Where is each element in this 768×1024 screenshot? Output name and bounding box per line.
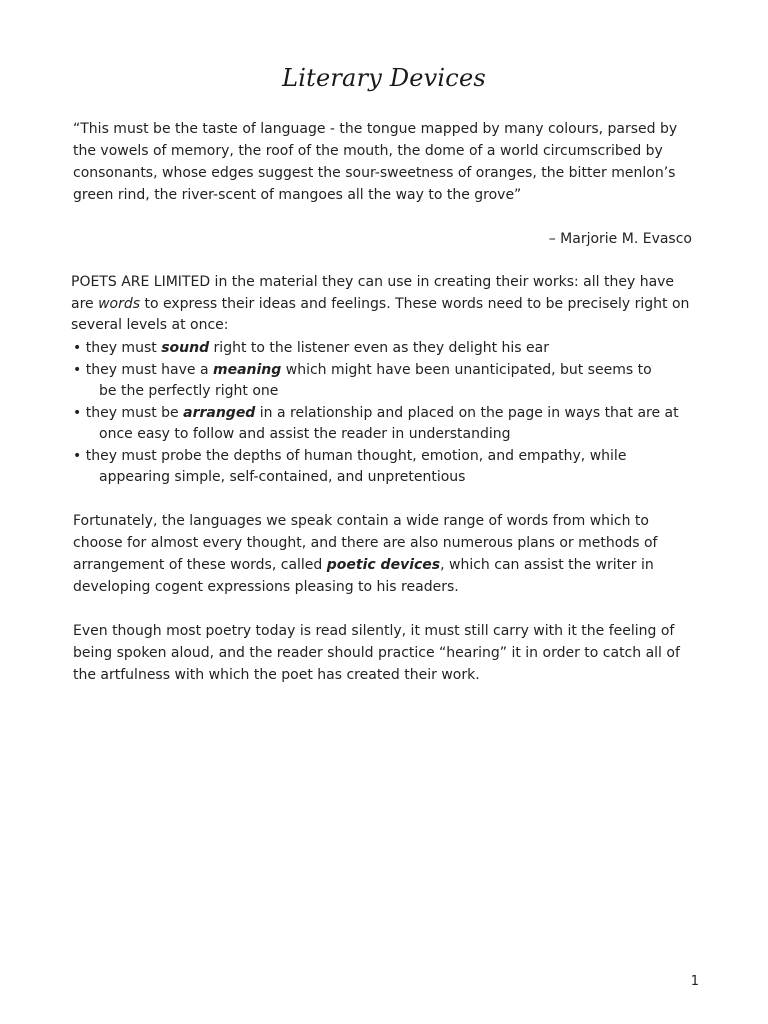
bullet-text: they must probe the depths of human thought, emotion, and empathy, while <box>85 447 627 464</box>
bullet-text-after: right to the listener even as they delight his ear <box>209 340 549 356</box>
page-title: Literary Devices <box>282 64 486 92</box>
bullet-text: they must be <box>85 404 184 421</box>
bullet-continuation: be the perfectly right one <box>99 383 279 399</box>
list-item <box>73 446 693 489</box>
list-item <box>73 360 693 403</box>
bullet-text-after: which might have been unanticipated, but seems to <box>281 361 652 378</box>
bullet-emphasis: sound <box>161 340 210 356</box>
para2-before: Fortunately, the languages we speak contain a wide range of words from which to choose for almost every thought, and there are also numerous plans or methods of arrangement of these words, called <box>73 513 658 573</box>
intro-rest: to express their ideas and feelings. These words need to be precisely right on several levels at once: <box>71 295 690 333</box>
requirements-list <box>73 338 693 489</box>
bullet-text-after: in a relationship and placed on the page in ways that are at <box>255 404 679 421</box>
epigraph-quote: “This must be the taste of language - the tongue mapped by many colours, parsed by the vowels of memory, the roof of the mouth, the dome of a world circumscribed by consonants, whose edges suggest the sour-sweetness of oranges, the bitter menlon’s green rind, the river-scent of mangoes all the way to the grove” <box>73 121 678 203</box>
intro-emphasis: words <box>98 295 141 312</box>
page-number: 1 <box>690 974 699 989</box>
bullet-marker: • <box>73 361 82 378</box>
intro-lead: POETS ARE LIMITED in the material they can use in creating their works: all they have are <box>71 274 675 312</box>
list-item <box>73 403 693 446</box>
bullet-marker: • <box>73 447 82 464</box>
para2-emphasis: poetic devices <box>326 557 441 573</box>
devices-paragraph <box>73 510 693 598</box>
para2-after: , which can assist the writer in developing cogent expressions pleasing to his readers. <box>73 557 654 595</box>
bullet-emphasis: arranged <box>183 404 256 421</box>
bullet-text: they must have a <box>85 361 214 378</box>
bullet-marker: • <box>73 404 82 421</box>
intro-paragraph <box>71 272 697 337</box>
bullet-marker: • <box>73 340 82 356</box>
list-item <box>73 338 693 360</box>
reading-paragraph: Even though most poetry today is read silently, it must still carry with it the feeling of being spoken aloud, and the reader should practice “hearing” it in order to catch all of the artfulness with which the poet has created their work. <box>73 623 680 683</box>
bullet-emphasis: meaning <box>213 361 282 378</box>
epigraph-attribution: – Marjorie M. Evasco <box>548 231 692 247</box>
bullet-continuation: once easy to follow and assist the reader in understanding <box>99 426 511 442</box>
bullet-text: they must <box>85 340 162 356</box>
bullet-continuation: appearing simple, self-contained, and unpretentious <box>99 469 466 485</box>
